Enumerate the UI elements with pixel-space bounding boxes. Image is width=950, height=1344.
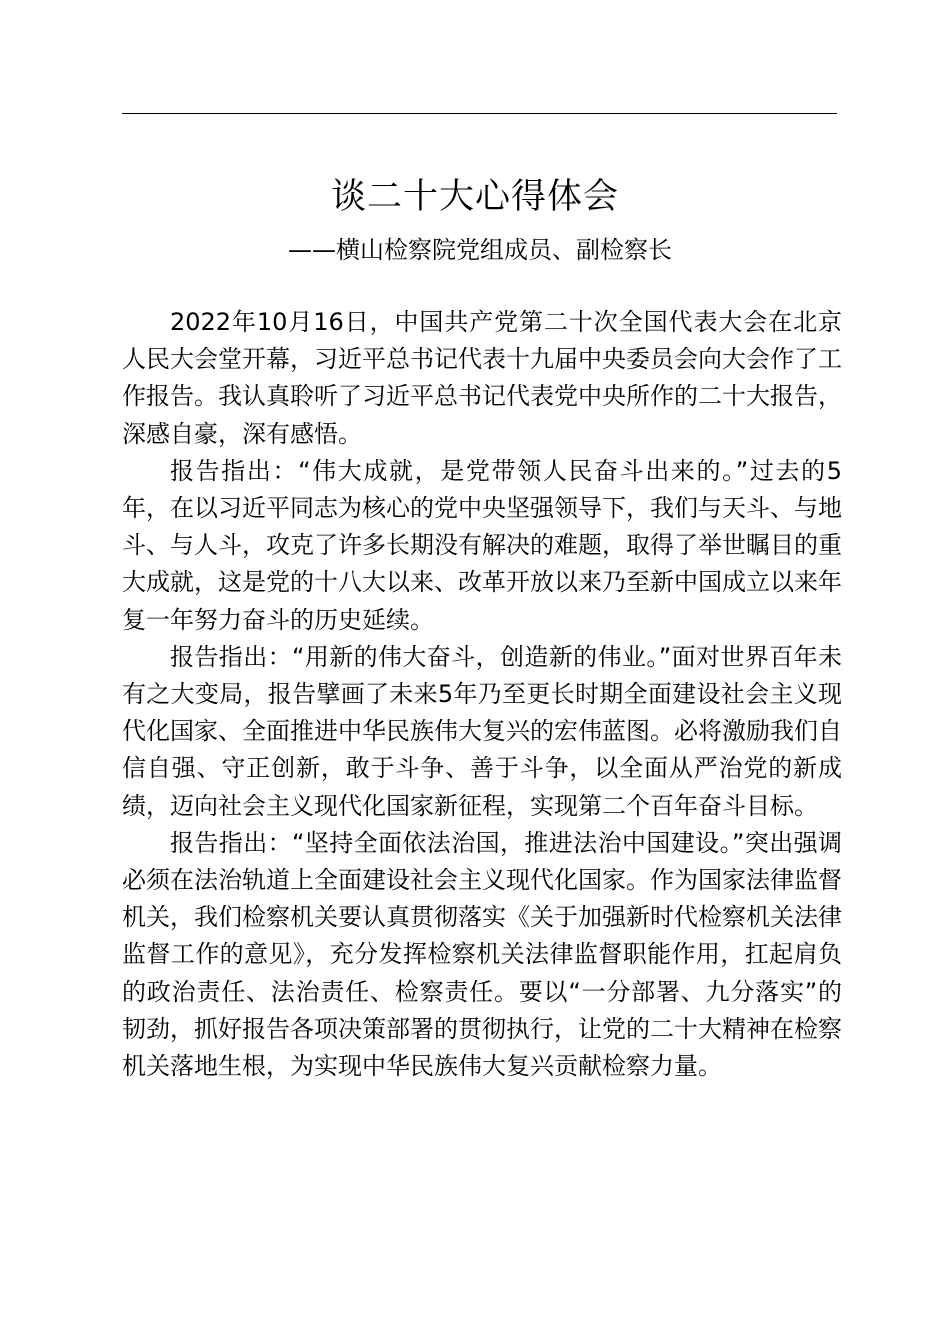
header-rule [122, 113, 837, 114]
document-subtitle: ——横山检察院党组成员、副检察长 [288, 236, 672, 264]
document-title: 谈二十大心得体会 [330, 177, 619, 217]
paragraph-1: 2022年10月16日，中国共产党第二十次全国代表大会在北京人民大会堂开幕，习近平总书记代表十九届中央委员会向大会作了工作报告。我认真聆听了习近平总书记代表党中央所作的二十大报告，深感自豪，深有感悟。 [122, 308, 842, 448]
paragraph-3: 报告指出：“用新的伟大奋斗，创造新的伟业。”面对世界百年未有之大变局，报告擘画了未来5年乃至更长时期全面建设社会主义现代化国家、全面推进中华民族伟大复兴的宏伟蓝图。必将激励我们自信自强、守正创新，敢于斗争、善于斗争，以全面从严治党的新成绩，迈向社会主义现代化国家新征程，实现第二个百年奋斗目标。 [122, 642, 842, 820]
paragraph-4: 报告指出：“坚持全面依法治国，推进法治中国建设。”突出强调必须在法治轨道上全面建设社会主义现代化国家。作为国家法律监督机关，我们检察机关要认真贯彻落实《关于加强新时代检察机关法律监督工作的意见》，充分发挥检察机关法律监督职能作用，扛起肩负的政治责任、法治责任、检察责任。要以“一分部署、九分落实”的韧劲，抓好报告各项决策部署的贯彻执行，让党的二十大精神在检察机关落地生根，为实现中华民族伟大复兴贡献检察力量。 [122, 828, 842, 1081]
document-body [122, 304, 842, 1085]
paragraph-2: 报告指出：“伟大成就，是党带领人民奋斗出来的。”过去的5年，在以习近平同志为核心的党中央坚强领导下，我们与天斗、与地斗、与人斗，攻克了许多长期没有解决的难题，取得了举世瞩目的重大成就，这是党的十八大以来、改革开放以来乃至新中国成立以来年复一年努力奋斗的历史延续。 [122, 456, 842, 634]
